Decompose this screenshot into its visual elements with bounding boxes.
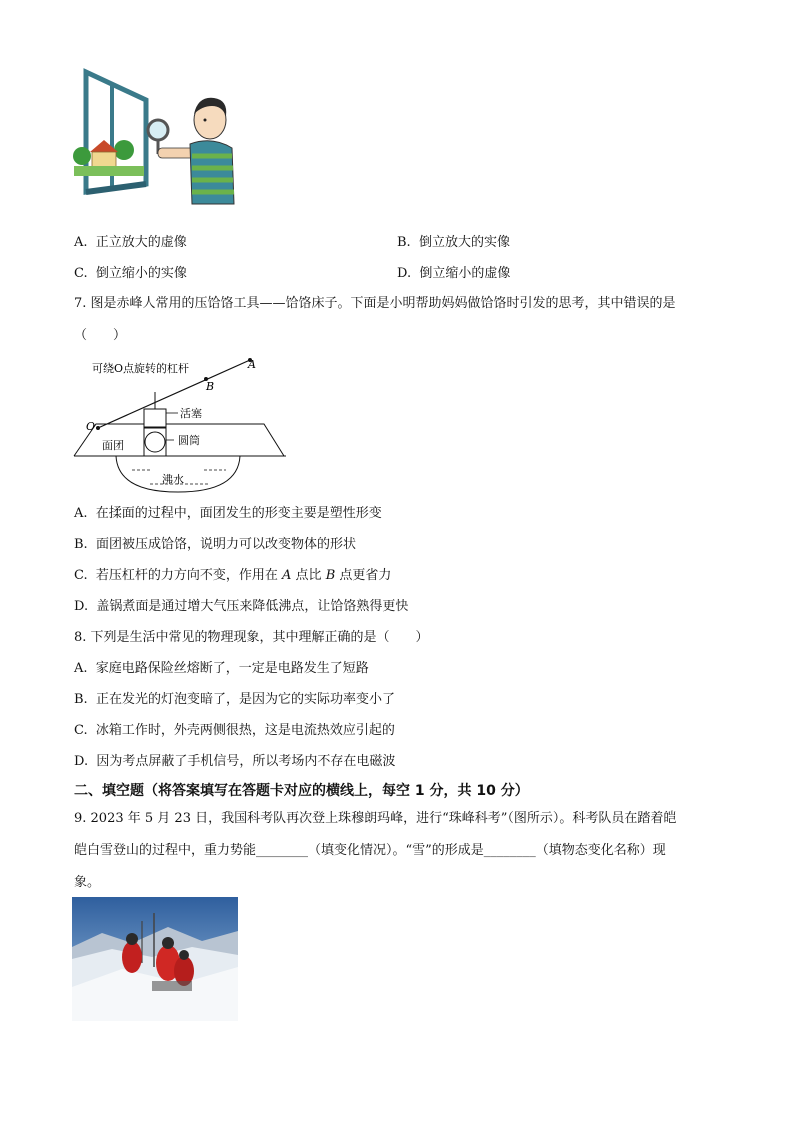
section-heading: 二、填空题（将答案填写在答题卡对应的横线上，每空 1 分，共 10 分） bbox=[74, 783, 529, 799]
q7-option-d: D. 盖锅煮面是通过增大气压来降低沸点，让饸饹熟得更快 bbox=[74, 599, 409, 614]
q7-option-b: B. 面团被压成饸饹，说明力可以改变物体的形状 bbox=[74, 537, 356, 552]
q9-line3: 象。 bbox=[74, 875, 101, 890]
point-o-label: O bbox=[86, 420, 96, 433]
q8-option-b: B. 正在发光的灯泡变暗了，是因为它的实际功率变小了 bbox=[74, 692, 395, 707]
q6-option-c: C. 倒立缩小的实像 bbox=[74, 266, 187, 281]
q7-option-c: C. 若压杠杆的力方向不变，作用在 A 点比 B 点更省力 bbox=[74, 568, 392, 583]
magnifier-window-figure bbox=[72, 68, 238, 208]
q8-option-d: D. 因为考点屏蔽了手机信号，所以考场内不存在电磁波 bbox=[74, 754, 396, 769]
q8-option-c: C. 冰箱工作时，外壳两侧很热，这是电流热效应引起的 bbox=[74, 723, 395, 738]
q7-stem-line1: 7. 图是赤峰人常用的压饸饹工具——饸饹床子。下面是小明帮助妈妈做饸饹时引发的思考，其中错误的是 bbox=[74, 296, 676, 311]
q6-option-a: A. 正立放大的虚像 bbox=[74, 235, 187, 250]
point-a-label: A bbox=[248, 358, 256, 371]
q9-line2: 皑白雪登山的过程中，重力势能________（填变化情况）。“雪”的形成是________（填物态变化名称）现 bbox=[74, 843, 666, 858]
noodle-press-figure bbox=[70, 352, 294, 496]
q7-option-a: A. 在揉面的过程中，面团发生的形变主要是塑性形变 bbox=[74, 506, 382, 521]
lever-label: 可绕O点旋转的杠杆 bbox=[92, 362, 190, 375]
q7-stem-line2: （ ） bbox=[74, 328, 127, 343]
q8-stem: 8. 下列是生活中常见的物理现象，其中理解正确的是（ ） bbox=[74, 630, 429, 645]
q6-option-d: D. 倒立缩小的虚像 bbox=[397, 266, 511, 281]
everest-climbers-photo bbox=[72, 897, 238, 1021]
cylinder-label: 圆筒 bbox=[178, 434, 200, 447]
water-label: 沸水 bbox=[162, 473, 184, 486]
q8-option-a: A. 家庭电路保险丝熔断了，一定是电路发生了短路 bbox=[74, 661, 369, 676]
q9-line1: 9. 2023 年 5 月 23 日，我国科考队再次登上珠穆朗玛峰，进行“珠峰科考”（图所示）。科考队员在踏着皑 bbox=[74, 811, 677, 826]
point-b-label: B bbox=[206, 380, 215, 393]
q6-option-b: B. 倒立放大的实像 bbox=[397, 235, 510, 250]
dough-label: 面团 bbox=[102, 439, 124, 452]
piston-label: 活塞 bbox=[180, 407, 202, 420]
